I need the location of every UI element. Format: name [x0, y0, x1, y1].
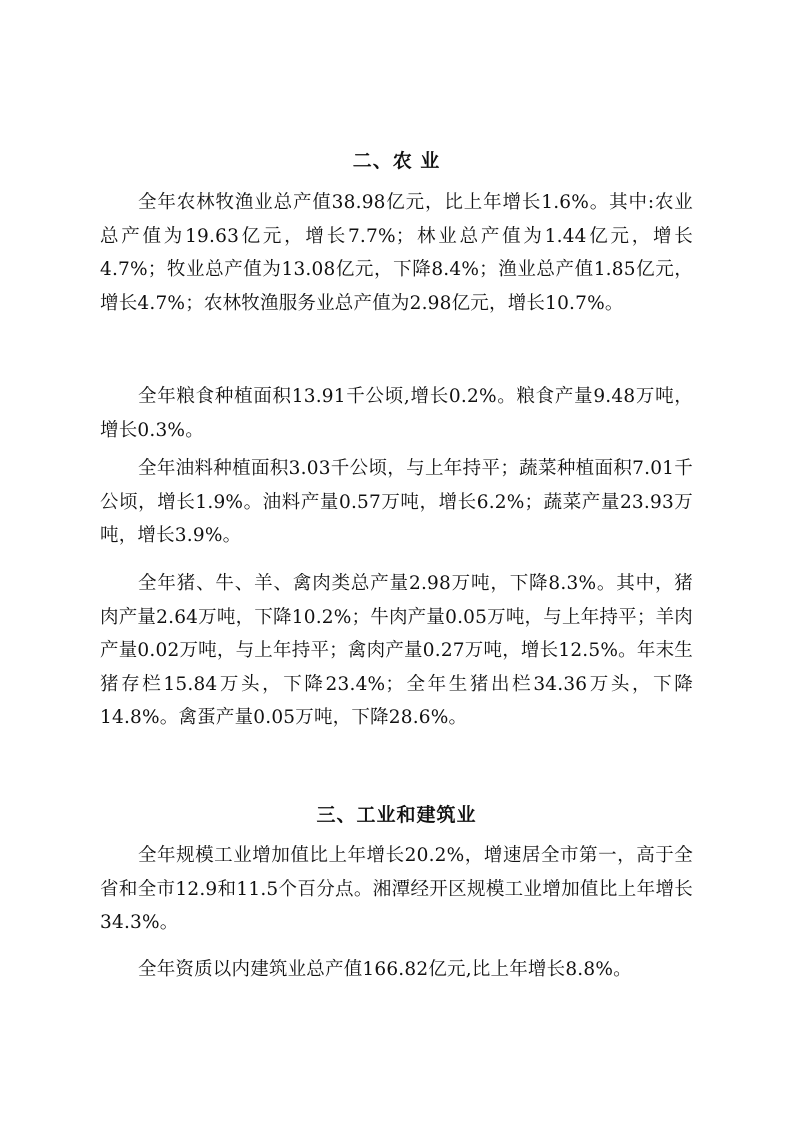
- paragraph-agriculture-output: 全年农林牧渔业总产值38.98亿元，比上年增长1.6%。其中:农业总产值为19.63亿元，增长7.7%；林业总产值为1.44亿元，增长4.7%；牧业总产值为13.08亿元，下降8.4%；渔业总产值1.85亿元，增长4.7%；农林牧渔服务业总产值为2.98亿元，增长10.7%。: [100, 192, 693, 314]
- section-heading-industry: 三、工业和建筑业: [316, 804, 477, 826]
- paragraph-oil-vegetables: 全年油料种植面积3.03千公顷，与上年持平；蔬菜种植面积7.01千公顷，增长1.9%。油料产量0.57万吨，增长6.2%；蔬菜产量23.93万吨，增长3.9%。: [100, 458, 693, 546]
- paragraph-grain: 全年粮食种植面积13.91千公顷,增长0.2%。粮食产量9.48万吨，增长0.3%。: [100, 386, 693, 441]
- paragraph-industry: 全年规模工业增加值比上年增长20.2%，增速居全市第一，高于全省和全市12.9和11.5个百分点。湘潭经开区规模工业增加值比上年增长34.3%。: [100, 845, 693, 933]
- paragraph-construction: 全年资质以内建筑业总产值166.82亿元,比上年增长8.8%。: [138, 959, 632, 980]
- paragraph-meat: 全年猪、牛、羊、禽肉类总产量2.98万吨，下降8.3%。其中，猪肉产量2.64万吨，下降10.2%；牛肉产量0.05万吨，与上年持平；羊肉产量0.02万吨，与上年持平；禽肉产量0.27万吨，增长12.5%。年末生猪存栏15.84万头，下降23.4%；全年生猪出栏34.36万头，下降14.8%。禽蛋产量0.05万吨，下降28.6%。: [100, 573, 693, 728]
- section-heading-agriculture: 二、农 业: [352, 150, 441, 172]
